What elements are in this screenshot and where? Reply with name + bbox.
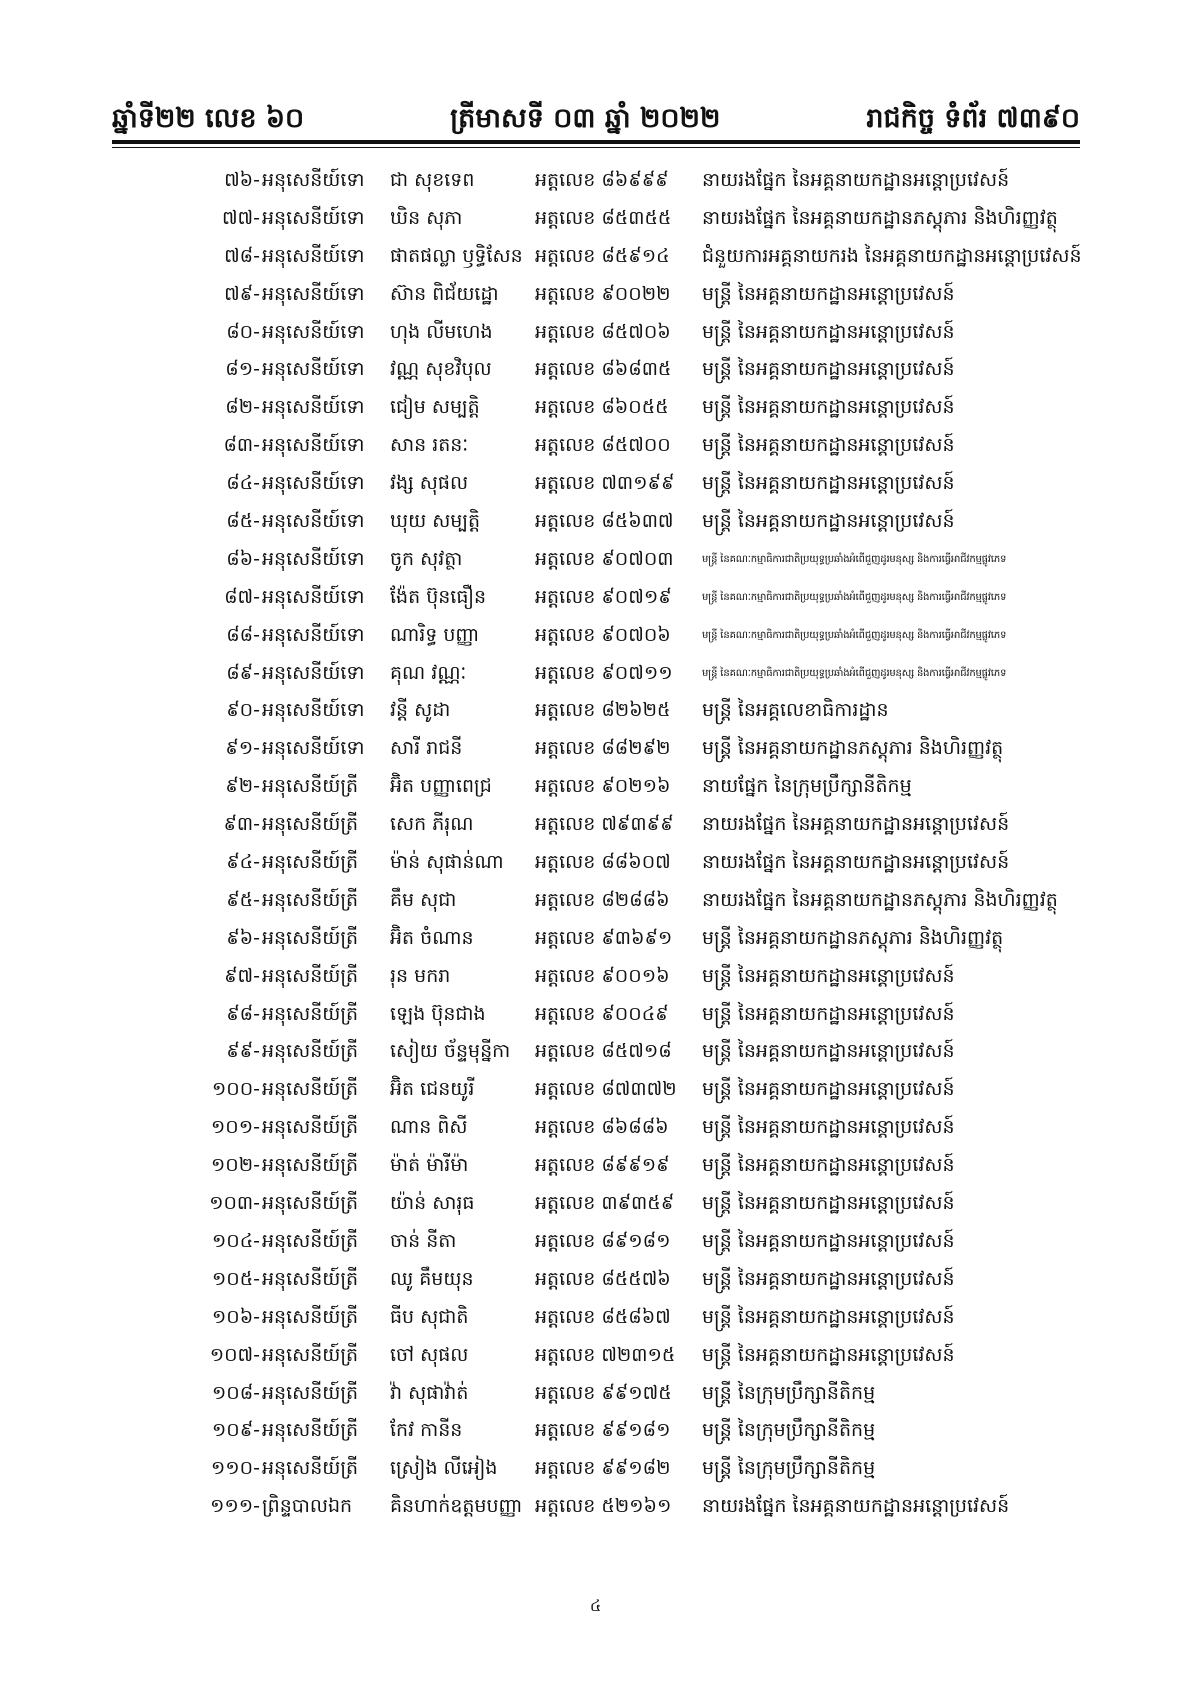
item-rank: អនុសេនីយ៍ទោ [262, 737, 365, 760]
item-position: មន្ត្រី នៃអគ្គនាយកដ្ឋានអន្តោប្រវេសន៍ [702, 1078, 955, 1101]
item-number: ១០១- [210, 1116, 260, 1139]
item-rank: អនុសេនីយ៍ត្រី [262, 1381, 359, 1404]
item-name: អ៊ិត ចំណាន [390, 926, 474, 949]
item-id-number: អត្តលេខ ៩៣៦៩១ [535, 926, 673, 949]
item-number: ៨៨- [226, 623, 260, 646]
item-number: ១០៥- [211, 1267, 260, 1290]
list-item [112, 692, 1080, 730]
list-item [112, 1185, 1080, 1223]
item-position: នាយរងផ្នែក នៃអគ្គនាយកដ្ឋានអន្តោប្រវេសន៍ [702, 169, 1010, 191]
item-number: ១០៤- [211, 1229, 260, 1252]
list-item [112, 427, 1080, 465]
list-item [112, 162, 1080, 200]
item-rank: អនុសេនីយ៍ទោ [262, 585, 365, 608]
item-position: មន្ត្រី នៃអគ្គនាយកដ្ឋានអន្តោប្រវេសន៍ [702, 434, 955, 457]
item-rank: អនុសេនីយ៍ទោ [262, 472, 365, 495]
item-id-number: អត្តលេខ ៨៩៩១៩ [535, 1154, 670, 1177]
item-id-number: អត្តលេខ ៨៥៦៣៧ [535, 510, 674, 533]
item-name: ង៉ែត ប៊ុនធឿន [390, 585, 487, 608]
item-position: មន្ត្រី នៃអគ្គនាយកដ្ឋានអន្តោប្រវេសន៍ [702, 1305, 955, 1328]
list-item [112, 1450, 1080, 1488]
item-name: ជា សុខទេព [390, 169, 475, 191]
item-position: មន្ត្រី នៃអគ្គនាយកដ្ឋានអន្តោប្រវេសន៍ [702, 1154, 955, 1177]
item-rank: អនុសេនីយ៍ទោ [262, 510, 365, 533]
item-number: ៩២- [225, 775, 260, 798]
item-rank: អនុសេនីយ៍ទោ [262, 358, 365, 381]
item-number: ៨៦- [226, 547, 260, 570]
item-id-number: អត្តលេខ ៧៩៣៩៩ [535, 813, 674, 836]
item-id-number: អត្តលេខ ៩៩១៧៥ [535, 1381, 672, 1404]
header-quarter: ត្រីមាសទី ០៣ ឆ្នាំ ២០២២ [450, 103, 721, 135]
list-item [112, 806, 1080, 844]
item-name: គិនហាក់ឧត្តមបញ្ញា [390, 1495, 523, 1518]
item-id-number: អត្តលេខ ៨៥៧០៦ [535, 320, 671, 343]
item-id-number: អត្តលេខ ៨៦៨៨៦ [535, 1116, 669, 1139]
item-name: សារី រាជនី [390, 737, 463, 760]
list-item [112, 882, 1080, 920]
item-rank: អនុសេនីយ៍ទោ [262, 244, 365, 267]
item-id-number: អត្តលេខ ៩៩១៨១ [535, 1419, 671, 1442]
item-rank: អនុសេនីយ៍ត្រី [262, 1078, 359, 1101]
item-position: មន្ត្រី នៃអគ្គនាយកដ្ឋានអន្តោប្រវេសន៍ [702, 964, 955, 987]
item-rank: អនុសេនីយ៍ត្រី [262, 1192, 359, 1215]
item-id-number: អត្តលេខ ៨៥៩១៤ [535, 244, 670, 267]
item-number: ៩៧- [224, 964, 260, 987]
item-name: សៀយ ច័ន្ទមុន្នីកា [390, 1040, 511, 1063]
item-rank: អនុសេនីយ៍ទោ [262, 320, 365, 343]
list-item [112, 1223, 1080, 1261]
item-number: ១១០- [210, 1457, 260, 1480]
officer-list [112, 162, 1080, 1526]
list-item [112, 1299, 1080, 1337]
item-position: មន្ត្រី នៃអគ្គនាយកដ្ឋានភស្តុភារ និងហិរញ្ញវត្ថុ [702, 926, 1004, 949]
item-name: គុណ វណ្ណៈ [390, 661, 467, 684]
item-id-number: អត្តលេខ ៩០០៤៩ [535, 1002, 669, 1025]
item-id-number: អត្តលេខ ៨៥៧០០ [535, 434, 671, 457]
item-id-number: អត្តលេខ ៩០៧១៩ [535, 585, 672, 608]
item-id-number: អត្តលេខ ៥២១៦១ [535, 1495, 672, 1518]
item-id-number: អត្តលេខ ៨៦៩៩៩ [535, 169, 669, 191]
item-name: ចៅ សុផល [390, 1343, 469, 1366]
item-name: អ៊ិត ជេនយូរី [390, 1078, 475, 1101]
item-position: ជំនួយការអគ្គនាយករង នៃអគ្គនាយកដ្ឋានអន្តោប្រវេសន៍ [702, 244, 1082, 267]
item-position: មន្ត្រី នៃអគ្គនាយកដ្ឋានអន្តោប្រវេសន៍ [702, 510, 955, 533]
item-id-number: អត្តលេខ ៣៩៣៥៩ [535, 1192, 675, 1215]
list-item [112, 541, 1080, 579]
item-rank: អនុសេនីយ៍ត្រី [262, 926, 359, 949]
item-rank: អនុសេនីយ៍ត្រី [262, 851, 359, 874]
item-number: ១០០- [211, 1078, 260, 1101]
item-name: វន្តី សូដា [390, 699, 451, 722]
list-item [112, 1412, 1080, 1450]
item-position: មន្ត្រី នៃអគ្គនាយកដ្ឋានអន្តោប្រវេសន៍ [702, 1116, 955, 1139]
item-id-number: អត្តលេខ ៩០៧១១ [535, 661, 673, 684]
item-number: ៨០- [226, 320, 260, 343]
item-name: កែវ កានីន [390, 1419, 463, 1442]
item-number: ១០៦- [211, 1305, 260, 1328]
item-number: ១០៣- [209, 1192, 260, 1215]
item-rank: អនុសេនីយ៍ត្រី [262, 1154, 359, 1177]
item-number: ៩៨- [226, 1002, 260, 1025]
item-name: វណ្ណ សុខវិបុល [390, 358, 492, 381]
list-item [112, 1071, 1080, 1109]
item-id-number: អត្តលេខ ៨៥៧១៨ [535, 1040, 672, 1063]
item-id-number: អត្តលេខ ៩០២១៦ [535, 775, 671, 798]
item-position: មន្ត្រី នៃអគ្គនាយកដ្ឋានអន្តោប្រវេសន៍ [702, 1267, 955, 1290]
item-rank: អនុសេនីយ៍ត្រី [262, 1343, 359, 1366]
item-name: ស្រៀង លីអៀង [390, 1457, 498, 1480]
list-item [112, 1109, 1080, 1147]
item-rank: អនុសេនីយ៍ទោ [262, 396, 365, 419]
item-position: មន្ត្រី នៃគណៈកម្មាធិការជាតិប្រយុទ្ធប្រឆាំងអំពើជួញដូរមនុស្ស និងការធ្វើអាជីវកម្មផ្លូវភេទ [702, 667, 1007, 679]
item-number: ១០២- [210, 1154, 260, 1177]
list-item [112, 1033, 1080, 1071]
item-name: សាន រតនៈ [390, 434, 469, 457]
item-name: ឃិន សុភា [390, 206, 463, 229]
item-number: ៧៩- [224, 282, 260, 305]
list-item [112, 768, 1080, 806]
item-name: ម៉ាត់ ម៉ារីម៉ា [390, 1154, 469, 1177]
list-item [112, 655, 1080, 693]
list-item [112, 1375, 1080, 1413]
item-name: ណារិទ្ធ បញ្ញា [390, 623, 480, 646]
item-rank: អនុសេនីយ៍ត្រី [262, 888, 359, 911]
item-number: ៨៤- [226, 472, 260, 495]
item-number: ៩៤- [226, 851, 260, 874]
item-name: ហុង លីមហេង [390, 320, 493, 343]
header-issue: ឆ្នាំទី២២ លេខ ៦០ [112, 103, 305, 135]
list-item [112, 844, 1080, 882]
item-position: នាយរងផ្នែក នៃអគ្គនាយកដ្ឋានអន្តោប្រវេសន៍ [702, 813, 1010, 836]
list-item [112, 276, 1080, 314]
item-position: មន្ត្រី នៃអគ្គនាយកដ្ឋានអន្តោប្រវេសន៍ [702, 1002, 955, 1025]
item-rank: អនុសេនីយ៍ទោ [262, 623, 365, 646]
page-header [112, 88, 1080, 134]
item-position: មន្ត្រី នៃគណៈកម្មាធិការជាតិប្រយុទ្ធប្រឆាំងអំពើជួញដូរមនុស្ស និងការធ្វើអាជីវកម្មផ្លូវភេទ [702, 629, 1007, 641]
item-number: ៩៩- [226, 1040, 260, 1063]
list-item [112, 465, 1080, 503]
item-rank: ព្រិន្ទបាលឯក [262, 1495, 353, 1518]
item-number: ៩៣- [223, 813, 260, 836]
item-id-number: អត្តលេខ ៩០៧០៣ [535, 547, 674, 570]
list-item [112, 1147, 1080, 1185]
item-name: ឃុយ សម្បត្តិ [390, 510, 481, 533]
item-name: ជៀម សម្បត្តិ [390, 396, 480, 419]
item-position: មន្ត្រី នៃអគ្គនាយកដ្ឋានអន្តោប្រវេសន៍ [702, 1040, 955, 1063]
item-rank: អនុសេនីយ៍ត្រី [262, 813, 359, 836]
item-position: មន្ត្រី នៃអគ្គនាយកដ្ឋានអន្តោប្រវេសន៍ [702, 282, 955, 305]
item-number: ១០៧- [209, 1343, 260, 1366]
list-item [112, 314, 1080, 352]
item-name: ស៊ាន ពិជ័យដ្ឋោ [390, 282, 499, 305]
item-number: ៧៨- [224, 244, 260, 267]
item-position: មន្ត្រី នៃគណៈកម្មាធិការជាតិប្រយុទ្ធប្រឆាំងអំពើជួញដូរមនុស្ស និងការធ្វើអាជីវកម្មផ្លូវភេទ [702, 591, 1007, 603]
item-name: ម៉ាន់ សុផាន់ណា [390, 851, 504, 874]
item-id-number: អត្តលេខ ៨៩១៨១ [535, 1229, 671, 1252]
item-id-number: អត្តលេខ ៩០០២២ [535, 282, 671, 305]
list-item [112, 958, 1080, 996]
item-name: ចាន់ នីតា [390, 1229, 457, 1252]
item-position: នាយផ្នែក នៃក្រុមប្រឹក្សានីតិកម្ម [702, 775, 912, 798]
item-rank: អនុសេនីយ៍ទោ [262, 547, 365, 570]
item-id-number: អត្តលេខ ៩០០១៦ [535, 964, 670, 987]
item-rank: អនុសេនីយ៍ត្រី [262, 775, 359, 798]
item-position: នាយរងផ្នែក នៃអគ្គនាយកដ្ឋានអន្តោប្រវេសន៍ [702, 1495, 1010, 1518]
item-number: ១០៩- [211, 1419, 260, 1442]
item-position: នាយរងផ្នែក នៃអគ្គនាយកដ្ឋានភស្តុភារ និងហិរញ្ញវត្ថុ [702, 888, 1058, 911]
item-name: ផាតផល្លា ឫទ្ធិសែន [390, 244, 523, 267]
item-name: រុន មករា [390, 964, 451, 987]
item-name: ណាន ពិសី [390, 1116, 468, 1139]
item-name: វង្ស សុផល [390, 472, 469, 495]
item-position: មន្ត្រី នៃអគ្គនាយកដ្ឋានអន្តោប្រវេសន៍ [702, 1229, 955, 1252]
item-position: មន្ត្រី នៃអគ្គនាយកដ្ឋានអន្តោប្រវេសន៍ [702, 358, 955, 381]
item-id-number: អត្តលេខ ៨៨២៩២ [535, 737, 671, 760]
item-id-number: អត្តលេខ ៨៧៣៧២ [535, 1078, 677, 1101]
item-rank: អនុសេនីយ៍ត្រី [262, 1002, 359, 1025]
item-rank: អនុសេនីយ៍ទោ [262, 661, 365, 684]
list-item [112, 920, 1080, 958]
item-number: ៩៦- [226, 926, 260, 949]
item-name: វ៉ា សុផាវ៉ាត់ [390, 1381, 469, 1404]
item-number: ៩០- [226, 699, 260, 722]
list-item [112, 389, 1080, 427]
item-rank: អនុសេនីយ៍ទោ [262, 699, 365, 722]
item-id-number: អត្តលេខ ៨៥៨៦៧ [535, 1305, 671, 1328]
item-position: មន្ត្រី នៃអគ្គនាយកដ្ឋានអន្តោប្រវេសន៍ [702, 472, 955, 495]
item-position: មន្ត្រី នៃក្រុមប្រឹក្សានីតិកម្ម [702, 1419, 876, 1442]
header-rule-thick [112, 140, 1080, 144]
item-rank: អនុសេនីយ៍ទោ [262, 282, 365, 305]
item-rank: អនុសេនីយ៍ទោ [262, 169, 365, 191]
list-item [112, 200, 1080, 238]
page-number: ៤ [589, 1596, 602, 1615]
item-position: មន្ត្រី នៃអគ្គនាយកដ្ឋានភស្តុភារ និងហិរញ្ញវត្ថុ [702, 737, 1004, 760]
list-item [112, 1488, 1080, 1526]
item-name: សេក ភីរុណ [390, 813, 474, 836]
list-item [112, 579, 1080, 617]
item-position: មន្ត្រី នៃអគ្គនាយកដ្ឋានអន្តោប្រវេសន៍ [702, 1192, 955, 1215]
item-number: ៨៥- [226, 510, 260, 533]
item-name: គឹម សុជា [390, 888, 457, 911]
item-id-number: អត្តលេខ ៩០៧០៦ [535, 623, 671, 646]
item-number: ៨៧- [224, 585, 260, 608]
item-number: ១១១- [210, 1495, 260, 1518]
item-rank: អនុសេនីយ៍ទោ [262, 206, 365, 229]
item-position: មន្ត្រី នៃក្រុមប្រឹក្សានីតិកម្ម [702, 1457, 876, 1480]
item-name: អ៊ិត បញ្ញាពេជ្រ [390, 775, 492, 798]
item-name: ចូក សុវត្ថា [390, 547, 463, 570]
item-number: ៧៧- [221, 206, 260, 229]
item-number: ៧៦- [224, 169, 260, 191]
item-rank: អនុសេនីយ៍ត្រី [262, 1040, 359, 1063]
item-rank: អនុសេនីយ៍ត្រី [262, 1305, 359, 1328]
item-id-number: អត្តលេខ ៨៦៨៣៥ [535, 358, 672, 381]
item-rank: អនុសេនីយ៍ទោ [262, 434, 365, 457]
item-id-number: អត្តលេខ ៨៥៣៥៥ [535, 206, 672, 229]
item-name: ឈូ គឹមយុន [390, 1267, 474, 1290]
item-id-number: អត្តលេខ ៨២៨៨៦ [535, 888, 670, 911]
item-id-number: អត្តលេខ ៨៨៦០៧ [535, 851, 671, 874]
list-item [112, 730, 1080, 768]
item-position: នាយរងផ្នែក នៃអគ្គនាយកដ្ឋានភស្តុភារ និងហិរញ្ញវត្ថុ [702, 206, 1058, 229]
item-id-number: អត្តលេខ ៧២៣១៥ [535, 1343, 676, 1366]
list-item [112, 238, 1080, 276]
item-rank: អនុសេនីយ៍ត្រី [262, 1419, 359, 1442]
item-id-number: អត្តលេខ ៩៩១៨២ [535, 1457, 671, 1480]
item-rank: អនុសេនីយ៍ត្រី [262, 1229, 359, 1252]
list-item [112, 617, 1080, 655]
item-id-number: អត្តលេខ ៨២៦២៥ [535, 699, 671, 722]
list-item [112, 351, 1080, 389]
item-rank: អនុសេនីយ៍ត្រី [262, 1116, 359, 1139]
item-position: នាយរងផ្នែក នៃអគ្គនាយកដ្ឋានអន្តោប្រវេសន៍ [702, 851, 1010, 874]
item-id-number: អត្តលេខ ៨៦០៥៥ [535, 396, 669, 419]
list-item [112, 1261, 1080, 1299]
item-name: ធីប សុជាតិ [390, 1305, 469, 1328]
item-name: យ៉ាន់ សារុធ [390, 1192, 475, 1215]
item-id-number: អត្តលេខ ៨៥៥៧៦ [535, 1267, 671, 1290]
item-number: ៨១- [225, 358, 260, 381]
item-position: មន្ត្រី នៃគណៈកម្មាធិការជាតិប្រយុទ្ធប្រឆាំងអំពើជួញដូរមនុស្ស និងការធ្វើអាជីវកម្មផ្លូវភេទ [702, 553, 1007, 565]
item-position: មន្ត្រី នៃអគ្គនាយកដ្ឋានអន្តោប្រវេសន៍ [702, 320, 955, 343]
header-rule-thin [112, 147, 1080, 148]
item-rank: អនុសេនីយ៍ត្រី [262, 1267, 359, 1290]
item-position: មន្ត្រី នៃអគ្គនាយកដ្ឋានអន្តោប្រវេសន៍ [702, 396, 955, 419]
list-item [112, 503, 1080, 541]
list-item [112, 996, 1080, 1034]
item-number: ៩១- [225, 737, 260, 760]
item-number: ៨៣- [223, 434, 260, 457]
item-rank: អនុសេនីយ៍ត្រី [262, 1457, 359, 1480]
item-rank: អនុសេនីយ៍ត្រី [262, 964, 359, 987]
list-item [112, 1337, 1080, 1375]
item-number: ៩៥- [226, 888, 260, 911]
header-gazette-page: រាជកិច្ច ទំព័រ ៧៣៩០ [866, 103, 1080, 135]
item-position: មន្ត្រី នៃក្រុមប្រឹក្សានីតិកម្ម [702, 1381, 876, 1404]
item-id-number: អត្តលេខ ៧៣១៩៩ [535, 472, 675, 495]
item-number: ៨៩- [226, 661, 260, 684]
item-position: មន្ត្រី នៃអគ្គនាយកដ្ឋានអន្តោប្រវេសន៍ [702, 1343, 955, 1366]
item-number: ៨២- [225, 396, 260, 419]
item-name: ឡេង ប៊ុនជាង [390, 1002, 486, 1025]
item-position: មន្ត្រី នៃអគ្គលេខាធិការដ្ឋាន [702, 699, 889, 722]
item-number: ១០៨- [211, 1381, 260, 1404]
